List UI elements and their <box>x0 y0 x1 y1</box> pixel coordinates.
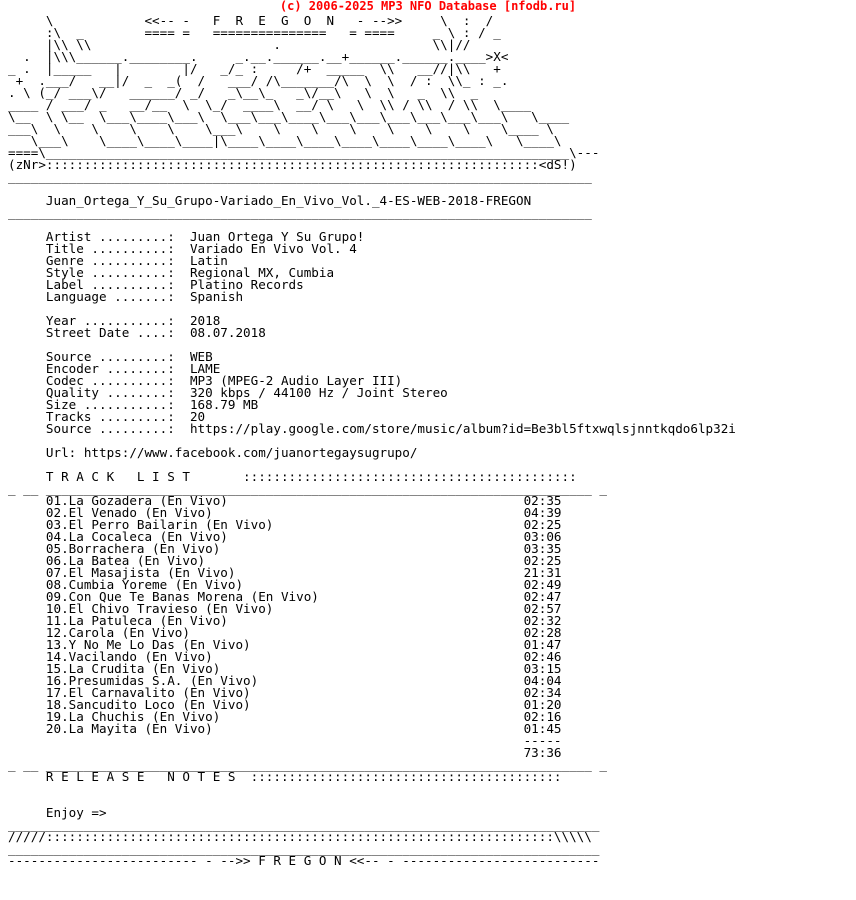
nfo-line: Artist .........: Juan Ortega Y Su Grupo! <box>8 229 365 244</box>
nfo-line: (zNr>:::::::::::::::::::::::::::::::::::::::::::::::::::::::::::::::::<dS!) <box>8 157 577 172</box>
nfo-line: Quality ........: 320 kbps / 44100 Hz / Joint Stereo <box>8 385 448 400</box>
nfo-line: Url: https://www.facebook.com/juanortegaysugrupo/ <box>8 445 418 460</box>
nfo-line: . \ (_/ ___\/ ______/ _/ _\__\_ _\/__\ \ \ _ \\ _ <box>8 85 479 100</box>
nfo-line: \__ \ \__ \___\____\___\ \___\___\____\___\___\___\___\___\___\ \____ <box>8 109 570 124</box>
nfo-line: :\ _ ==== = =============== = ==== _ \ : / _ <box>8 25 501 40</box>
nfo-line: 17.El Carnavalito (En Vivo) 02:34 <box>8 685 562 700</box>
nfo-line: 11.La Patuleca (En Vivo) 02:32 <box>8 613 562 628</box>
nfo-line: Style ..........: Regional MX, Cumbia <box>8 265 335 280</box>
nfo-line: Source .........: https://play.google.com/store/music/album?id=Be3bl5ftxwqlsjnntkqdo6lp32i <box>8 421 736 436</box>
nfo-line: R E L E A S E N O T E S ::::::::::::::::::::::::::::::::::::::::: <box>8 769 562 784</box>
nfo-line: _____________________________________________________________________________ <box>8 169 592 184</box>
nfo-line: . |\\\______.________. _.__.______.__+______.______.____>X< <box>8 49 509 64</box>
nfo-line: Language .......: Spanish <box>8 289 244 304</box>
nfo-line: 02.El Venado (En Vivo) 04:39 <box>8 505 562 520</box>
nfo-line: ====\_____________________________________________________________________\--- <box>8 145 600 160</box>
nfo-line: _____________________________________________________________________________ <box>8 205 592 220</box>
nfo-line: 03.El Perro Bailarin (En Vivo) 02:25 <box>8 517 562 532</box>
nfo-line: Label ..........: Platino Records <box>8 277 304 292</box>
nfo-line: 73:36 <box>8 745 562 760</box>
nfo-line: 04.La Cocaleca (En Vivo) 03:06 <box>8 529 562 544</box>
nfo-line: _ __ ________________________________________________________________________ _ <box>8 481 607 496</box>
nfo-line: 15.La Crudita (En Vivo) 03:15 <box>8 661 562 676</box>
nfo-line: \___\ \____\____\____|\____\____\____\____\____\____\____\ \____\ <box>8 133 562 148</box>
nfo-line: Street Date ....: 08.07.2018 <box>8 325 266 340</box>
nfo-line: 14.Vacilando (En Vivo) 02:46 <box>8 649 562 664</box>
nfo-line: 12.Carola (En Vivo) 02:28 <box>8 625 562 640</box>
nfo-line: \ <<-- - F R E G O N - -->> \ : / <box>8 13 494 28</box>
nfo-line: _ __ ________________________________________________________________________ _ <box>8 757 607 772</box>
nfo-text <box>8 15 736 867</box>
nfo-line: 07.El Masajista (En Vivo) 21:31 <box>8 565 562 580</box>
nfo-line: Source .........: WEB <box>8 349 213 364</box>
nfo-line: ______________________________________________________________________________ <box>8 817 600 832</box>
nfo-line: 20.La Mayita (En Vivo) 01:45 <box>8 721 562 736</box>
nfo-line: 05.Borrachera (En Vivo) 03:35 <box>8 541 562 556</box>
nfo-line: Genre ..........: Latin <box>8 253 228 268</box>
nfo-line: /////:::::::::::::::::::::::::::::::::::::::::::::::::::::::::::::::::::\\\\\ <box>8 829 592 844</box>
copyright-banner: (c) 2006-2025 MP3 NFO Database [nfodb.ru] <box>279 0 577 13</box>
nfo-line: 13.Y No Me Lo Das (En Vivo) 01:47 <box>8 637 562 652</box>
nfo-line: 01.La Gozadera (En Vivo) 02:35 <box>8 493 562 508</box>
nfo-line: Year ...........: 2018 <box>8 313 221 328</box>
nfo-line: |\\ \\ . \\|// <box>8 37 471 52</box>
nfo-line: 09.Con Que Te Banas Morena (En Vivo) 02:47 <box>8 589 562 604</box>
nfo-line: ______________________________________________________________________________ <box>8 841 600 856</box>
nfo-line: Juan_Ortega_Y_Su_Grupo-Variado_En_Vivo_Vol._4-ES-WEB-2018-FREGON <box>8 193 532 208</box>
nfo-line: 19.La Chuchis (En Vivo) 02:16 <box>8 709 562 724</box>
nfo-line: _ . |_____ | |/ _/_ : /+ _____ \\ __//|\\ + <box>8 61 501 76</box>
nfo-line: ____ / ___/ _ __/__ \ \_/ ____\ __/ \ \ \\ / \\ / \\ \____ <box>8 97 532 112</box>
nfo-line: 08.Cumbia Yoreme (En Vivo) 02:49 <box>8 577 562 592</box>
nfo-line: 10.El Chivo Travieso (En Vivo) 02:57 <box>8 601 562 616</box>
nfo-line: Size ...........: 168.79 MB <box>8 397 259 412</box>
nfo-line: T R A C K L I S T :::::::::::::::::::::::::::::::::::::::::::: <box>8 469 577 484</box>
nfo-line: + .___/ __|/ _ _( / ___/ /\_______/\ \ \ / : \\_ : _. <box>8 73 509 88</box>
nfo-line: Encoder ........: LAME <box>8 361 221 376</box>
nfo-line: ------------------------- - -->> F R E G O N <<-- - -------------------------- <box>8 853 600 868</box>
nfo-line: ----- <box>8 733 562 748</box>
nfo-line: 18.Sancudito Loco (En Vivo) 01:20 <box>8 697 562 712</box>
nfo-line: ___\ \ \ \ \ \___\ \ \ \ \ \ \ \____ \ <box>8 121 554 136</box>
nfo-line: 16.Presumidas S.A. (En Vivo) 04:04 <box>8 673 562 688</box>
nfo-line: Tracks .........: 20 <box>8 409 206 424</box>
nfo-line: Title ..........: Variado En Vivo Vol. 4 <box>8 241 357 256</box>
nfo-line: Enjoy => <box>8 805 107 820</box>
nfo-line: 06.La Batea (En Vivo) 02:25 <box>8 553 562 568</box>
nfo-line: Codec ..........: MP3 (MPEG-2 Audio Layer III) <box>8 373 403 388</box>
